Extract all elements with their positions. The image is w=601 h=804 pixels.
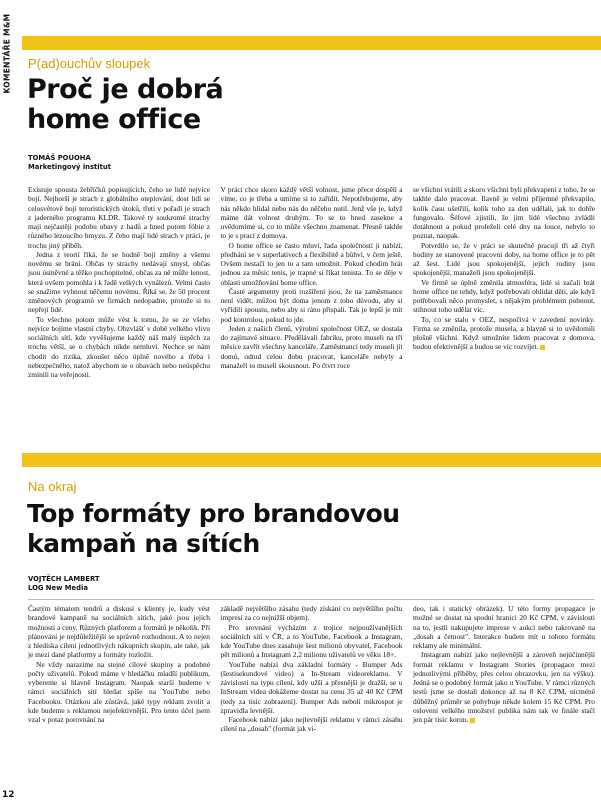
section-label: KOMENTÁŘE M&M <box>2 13 12 94</box>
text-column <box>221 185 403 379</box>
article-title: Top formáty pro brandovou kampaň na sítích <box>27 499 400 558</box>
paragraph: Ve firmě se úplně změnila atmosféra, lidé si začali brát home office ne tehdy, když potřebovali ohlídat děti, ale když potřebovali něco promyslet, s nějakým problémem pohnout, stihnout toho udělat víc. <box>413 277 595 315</box>
paragraph: Častým tématem tendrů a diskusí s klienty je, kudy vést brandové kampaně na sociálních sítích, jaké jsou jejich možnosti a ceny. Různých platforem a formátů je několik. Při plánování je nejdůležitější se správně rozhodnout. A to nejen z hlediska cílení jednotlivých nákupních skupin, ale také, jak je mezi dané platformy a formáty rozložit. <box>28 604 210 660</box>
article-body <box>28 604 595 734</box>
text-column <box>221 604 403 734</box>
paragraph: Jeden z našich členů, výrobní společnost OEZ, se dostala do zajímavé situace. Předělávali fabriku, proto museli na tři měsíce zavřít všechny kanceláře. Zaměstnanci tedy museli jít domů, odtud celou dobu pracovat, kanceláře nebyly a manažeři to museli skousnout. Po čtvrt roce <box>220 323 403 370</box>
paragraph: Instagram nabízí jako nejlevnější a zároveň nejúčinnější formát reklamu v Instagram Stories (propagace mezi jednotlivými příběhy, přes celou obrazovku, jen na výšku). Jedná se o podobný formát jako u YouTube. V rámci různých testů jsme se dostali dokonce až na 8 Kč CPM, nicméně důběžný průměr se pohybuje někde kolem 15 Kč CPM. Pro oslovení velkého množství publika nám tak ve finále stačí jen pár tisíc korun. <box>413 650 595 724</box>
paragraph: deo, tak i statický obrázek). U této formy propagace je možné se dostat na spodní hranici 20 Kč CPM, v závislosti na to, jestli nakupujete imprese v aukci nebo rakrovaně na „dosah a četnost". Interakce budete mít u tohoto formátu reklamy ale minimální. <box>413 604 595 650</box>
paragraph: Pro srovnání vycházím z trojice nejpoužívanějších sociálních sítí v ČR, a to YouTube, Facebook a Instagram, kde YouTube dnes zasahuje šest milionů obyvatel, Facebook pět milionů a Instagram 2,2 milionu uživatelů ve věku 18+. <box>220 622 403 660</box>
paragraph: To, co se stalo v OEZ, nespočívá v zavedení novinky. Firma se změnila, protože musela, a hlavně si to uvědomili plošně všichni. Když umožníte lidem pracovat z domova, budou efektivnější a budou se víc rozvíjet. <box>413 314 595 352</box>
side-strip <box>0 0 14 804</box>
paragraph: O home office se často mluví, řada společností ji nabízí, předhání se v superlativech a flexibilitě a bůhví, v čem ještě. Ovšem nestačí to jen tu a tam umožnit. Pokud chodím hrát jednou za měsíc tenis, je trapné si říkat tenista. To se děje v oblasti umožňování home office. <box>220 240 403 287</box>
text-column <box>413 604 595 734</box>
paragraph: základě největšího zásahu (tedy získání co největšího počtu impresí za co nejnižší objem). <box>220 604 403 623</box>
paragraph: Existuje spousta žebříčků popisujících, čeho se lidé nejvíce bojí. Nejhorší je strach z globálního oteplování, dost lidí se celosvětově bojí teroristických útoků, třetí v pořadí je strach z jaderného programu KLDR. Takové ty soukromé strachy mají nejčastěji podobu obavy z hadů a hned potom fóbie z různého lezoucího hmyzu. Z čeho mají lidé strach v práci, je trochu jiný příběh. <box>28 185 210 250</box>
end-mark <box>470 718 475 723</box>
column-kicker: Na okraj <box>28 479 77 494</box>
text-column <box>28 604 210 734</box>
author-name: TOMÁŠ POUOHA <box>28 154 91 162</box>
author-block <box>28 575 100 593</box>
paragraph: YouTube nabízí dva základní formáty - Bumper Ads (šestisekundové video) a In-Stream videoreklamu. V závislosti na typu cílení, kdy užší a přesnější je dražší, se u InStream videa dokážeme dostat na cenu 35 až 40 Kč CPM (tedy za tisíc zobrazení). Bumper Ads nebolí mikrospot je zpravidla levnější. <box>220 659 403 715</box>
author-name: VOJTĚCH LAMBERT <box>28 575 100 583</box>
paragraph: Časté argumenty proti rozšíření jsou, že na zaměstnance není vidět, můžou být doma jenom z toho důvodu, aby si vyřídili spoustu, nebo aby si ráno přispali. Tak je lepší je mít pod kontrolou, pokud to jde. <box>220 286 403 324</box>
paragraph: se všichni vrátili a skoro všichni byli překvapeni z toho, že se takhle dalo pracovat. Ilavně je velmi příjemné překvapilo, kolik času ušetřili, kolik toho za den udělali, jak to dobře fungovalo. Šéfové zjistili, že jim lidé všechno zvládli dotáhnout a pokud proleželi celé dny na louce, nebylo to poznat, naopak. <box>413 185 595 241</box>
article-title: Proč je dobrá home office <box>27 74 224 135</box>
page-number: 12 <box>2 790 15 800</box>
paragraph: Facebook nabízí jako nejlevnější reklamu v rámci zásahu cílení na „dosah" (formát jak vi- <box>220 715 403 734</box>
paragraph: Potvrdilo se, že v práci se skutečně pracují tři až čtyři hodiny ze stanovené pracovní doby, na home office je to pět až šest. Lidé jsou spokojenější, jejich rodiny jsou spokojenější, manažeři jsou spokojenější. <box>413 240 595 278</box>
author-role: Marketingový institut <box>28 163 111 171</box>
end-mark <box>540 345 545 350</box>
divider <box>28 599 595 600</box>
column-kicker: P(ad)ouchův sloupek <box>28 56 151 71</box>
text-column <box>413 185 595 379</box>
section-band <box>22 453 601 467</box>
paragraph: To všechno potom může vést k tomu, že se ze všeho nejvíce bojíme vlastní chyby. Obzvlášť v době velkého vlivu sociálních sítí, kde vyvěšujeme každý náš malý úspěch za trochu větší, se o chybách nikde nemluví. Nechce se nám chodit do rizika, zkoušet něco úplně nového a třeba i nebezpečného, natož abychom se o obavách nebo neúspěchu zmínili na veřejnosti. <box>28 314 210 379</box>
section-band <box>22 36 601 50</box>
paragraph: Ne vždy narazíme na stejné cílové skupiny a podobné počty uživatelů. Pokud máme v hledáčku mladší publikum, vybereme si hlavně Instagram. Naopak starší budeme v rámci sociálních sítí hledat spíše na YouTube nebo Facebooku. Otázkou ale zůstává, jaké typy reklam zvolit a kde budeme s reklamou nejefektivnější. Pro tento účel jsem vzal v potaz porovnání na <box>28 659 210 724</box>
article-body <box>28 185 595 379</box>
author-block <box>28 154 111 172</box>
text-column <box>28 185 210 379</box>
paragraph: V práci chce skoro každý větší volnost, jsme přece dospělí a víme, co je třeba a umíme si to zařídit. Nepotřebujeme, aby nás někdo hlídal nebo nás do něčeho nutil. Jenž vše je, když máme dát volnost druhým. To se to hned zasekne a uvědomíme si, co to může všechno znamenat. Přesně takhle to je s prací z domova. <box>220 185 403 241</box>
paragraph: Jedna z teorií říká, že se hodně bojí změny a všemu novému se brání. Občas ty strachy nedávají smysl, občas jsou úsměvné a těžko pochopitelné, občas za ně může lenost, která ovšem pomohla i k řadě velkých vynálezů. Velmi často se snažíme vyhnout něčemu novému. Říká se, že 50 procent změnových programů ve firmách nedopadne, protože si to nepřejí lidé. <box>28 249 210 315</box>
author-role: LOG New Media <box>28 584 88 592</box>
